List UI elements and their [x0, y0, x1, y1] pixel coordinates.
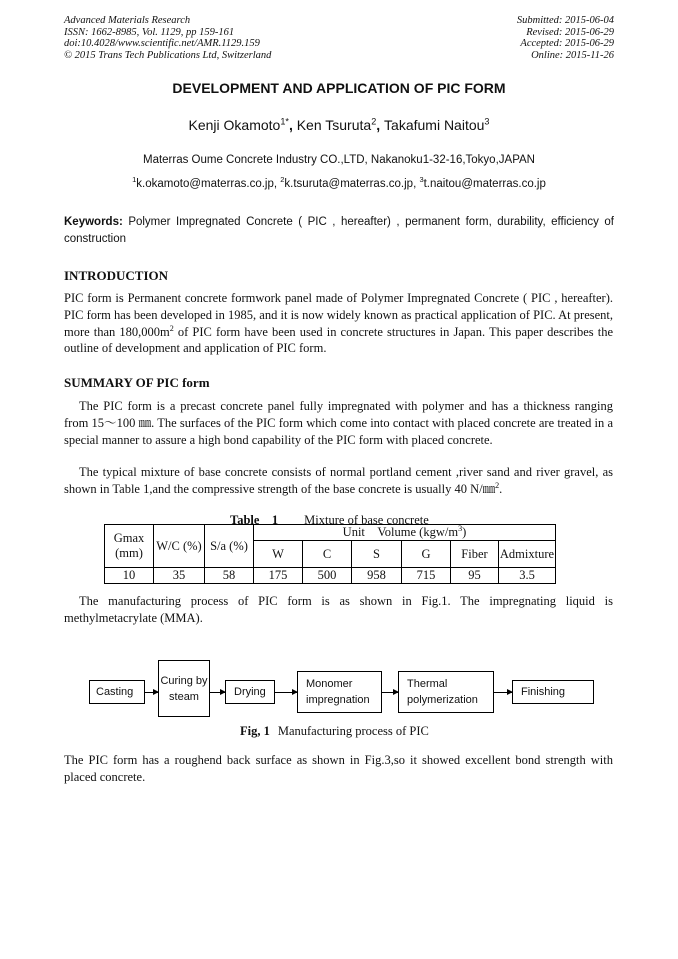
flow-arrow	[382, 692, 398, 693]
author-name: Kenji Okamoto	[188, 117, 281, 133]
table-subheader: W	[254, 541, 303, 568]
figure-label: Fig, 1	[240, 724, 270, 738]
table-subheader: Fiber	[451, 541, 499, 568]
table-cell: 35	[154, 568, 205, 584]
author-list: Kenji Okamoto$^{1*}$, Ken Tsuruta$^2$, Takafumi Naitou$^3$	[188, 116, 490, 133]
flow-step-thermal-polymerization: Thermal polymerization	[398, 671, 494, 713]
copyright-line: © 2015 Trans Tech Publications Ltd, Switzerland	[64, 49, 272, 61]
mixture-table	[104, 524, 556, 584]
email-link[interactable]: k.okamoto@materras.co.jp	[136, 178, 274, 190]
table-subheader: S	[352, 541, 402, 568]
figure-title: Manufacturing process of PIC	[277, 724, 429, 738]
table-cell: 3.5	[499, 568, 556, 584]
summary-heading: SUMMARY OF PIC form	[64, 375, 210, 390]
closing-paragraph: The PIC form has a roughend back surface as shown in Fig.3,so it showed excellent bond strength with placed concrete.	[64, 753, 613, 784]
affiliation: Materras Oume Concrete Industry CO.,LTD, Nakanoku1-32-16,Tokyo,JAPAN	[142, 154, 535, 166]
submitted-date: Submitted: 2015-06-04	[516, 15, 614, 26]
author-name: Takafumi Naitou	[384, 117, 485, 133]
table-header-gmax: Gmax (mm)	[105, 525, 154, 568]
doi-line: doi:10.4028/www.scientific.net/AMR.1129.159	[64, 38, 260, 49]
table-title: Mixture of base concrete	[304, 513, 429, 527]
flow-arrow	[275, 692, 297, 693]
intro-paragraph: PIC form is Permanent concrete formwork panel made of Polymer Impregnated Concrete ( PIC , hereafter). PIC form has been developed in 1985, and it is now widely known as practical application of PIC. At present, more than $180,000m^2$ of PIC form have been used in concrete structures in Japan. This paper describes the outline of development and application of PIC form.	[64, 291, 613, 356]
intro-heading: INTRODUCTION	[64, 268, 169, 283]
table-cell: 175	[254, 568, 303, 584]
table-header-sa: S/a (%)	[205, 525, 254, 568]
email-link[interactable]: k.tsuruta@materras.co.jp	[284, 178, 414, 190]
author-sup: 1*	[280, 116, 289, 127]
revised-date: Revised: 2015-06-29	[526, 26, 614, 38]
author-sup: 2	[371, 116, 377, 127]
accepted-date: Accepted: 2015-06-29	[520, 38, 614, 49]
table-cell: 958	[352, 568, 402, 584]
figure-caption	[240, 724, 429, 739]
email-link[interactable]: t.naitou@materras.co.jp	[423, 178, 546, 190]
flow-step-casting: Casting	[89, 680, 145, 704]
table-header-wc: W/C (%)	[154, 525, 205, 568]
flow-step-finishing: Finishing	[512, 680, 594, 704]
flow-step-drying: Drying	[225, 680, 275, 704]
keywords	[64, 214, 614, 248]
issn-line: ISSN: 1662-8985, Vol. 1129, pp 159-161	[64, 26, 235, 38]
keywords-text: Polymer Impregnated Concrete ( PIC , hereafter) , permanent form, durability, efficiency of construction	[64, 216, 614, 245]
summary-paragraph-2: The typical mixture of base concrete consists of normal portland cement ,river sand and river gravel, as shown in Table 1,and the compressive strength of the base concrete is usually 40 N/㎜$^2$.	[64, 465, 613, 496]
summary-paragraph-1: The PIC form is a precast concrete panel fully impregnated with polymer and has a thickness ranging from 15～100 ㎜. The surfaces of the PIC form which come into contact with placed concrete are treated in a special manner to assure a high bond capability of the PIC form with placed concrete.	[64, 399, 613, 447]
table-cell: 715	[402, 568, 451, 584]
paper-title: DEVELOPMENT AND APPLICATION OF PIC FORM	[172, 80, 506, 96]
table-subheader: G	[402, 541, 451, 568]
journal-header-right	[517, 15, 614, 61]
flow-arrow	[494, 692, 512, 693]
online-date: Online: 2015-11-26	[531, 49, 614, 61]
table-cell: 58	[205, 568, 254, 584]
table-cell: 95	[451, 568, 499, 584]
journal-header-left	[64, 15, 271, 61]
table-cell: 10	[105, 568, 154, 584]
table-subheader: C	[303, 541, 352, 568]
keywords-label: Keywords:	[64, 216, 123, 228]
manufacturing-paragraph: The manufacturing process of PIC form is as shown in Fig.1. The impregnating liquid is methylmetacrylate (MMA).	[64, 594, 613, 625]
email-list: $^1$k.okamoto@materras.co.jp, $^2$k.tsuruta@materras.co.jp, $^3$t.naitou@materras.co.jp	[132, 175, 546, 190]
table-cell: 500	[303, 568, 352, 584]
flow-step-monomer-impregnation: Monomer impregnation	[297, 671, 382, 713]
author-name: Ken Tsuruta	[296, 117, 372, 133]
flow-step-curing: Curing by steam	[158, 660, 210, 717]
author-sup: 3	[484, 116, 490, 127]
table-label: Table 1	[230, 513, 279, 527]
table-header-unit-volume: Unit Volume $(kgw/m^3)$	[254, 525, 556, 541]
table-subheader: Admixture	[499, 541, 556, 568]
flow-arrow	[210, 692, 225, 693]
journal-name: Advanced Materials Research	[64, 15, 191, 26]
flow-arrow	[145, 692, 158, 693]
